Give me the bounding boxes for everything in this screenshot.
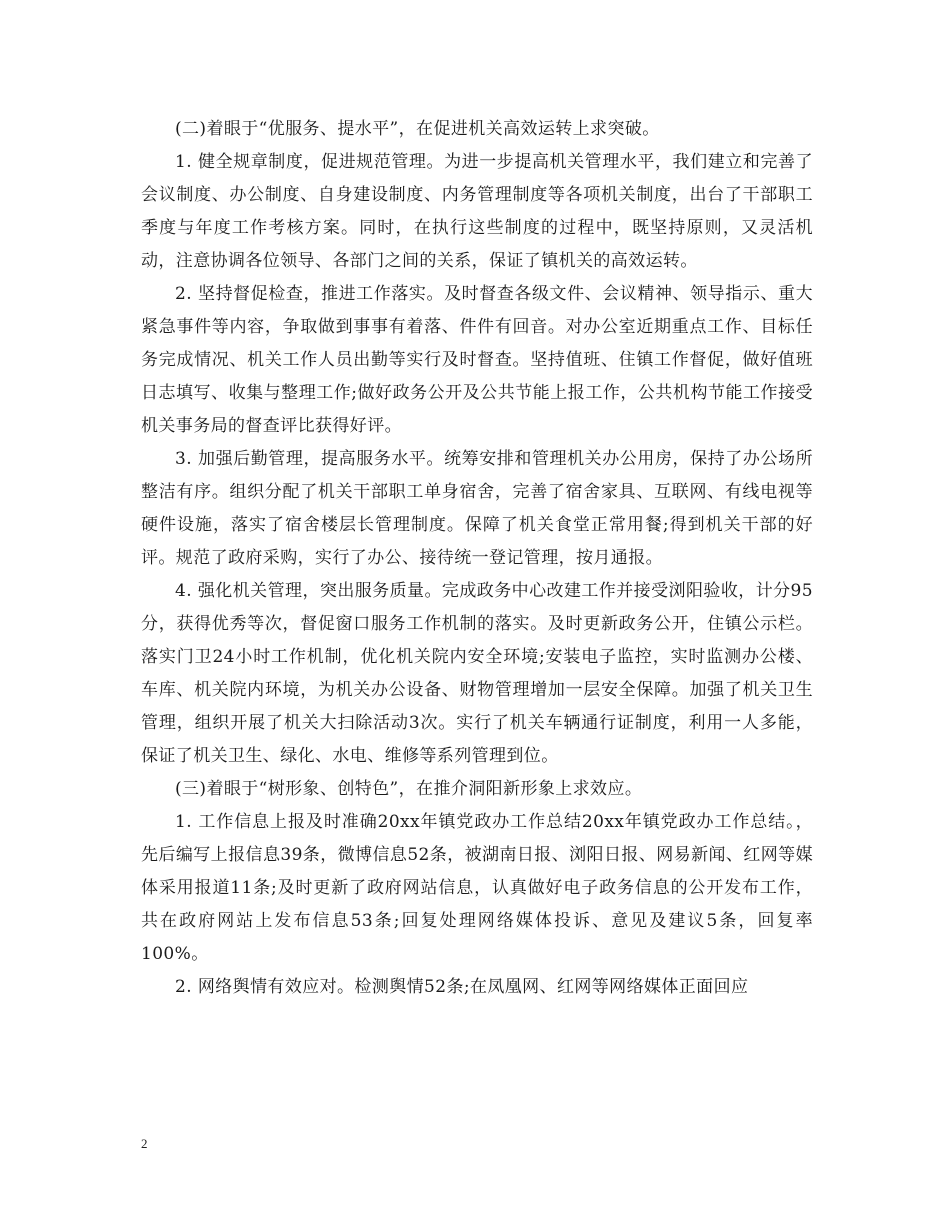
paragraph-public-opinion: 2. 网络舆情有效应对。检测舆情52条;在凤凰网、红网等网络媒体正面回应 xyxy=(175,977,749,997)
paragraph-rules-system: 1. 健全规章制度，促进规范管理。为进一步提高机关管理水平，我们建立和完善了会议制度、办公制度、自身建设制度、内务管理制度等各项机关制度，出台了干部职工季度与年度工作考核方案。同时，在执行这些制度的过程中，既坚持原则，又灵活机动，注意协调各位领导、各部门之间的关系，保证了镇机关的高效运转。 xyxy=(141,152,813,271)
paragraph-information-reporting: 1. 工作信息上报及时准确20xx年镇党政办工作总结20xx年镇党政办工作总结。，先后编写上报信息39条，微博信息52条，被湖南日报、浏阳日报、网易新闻、红网等媒体采用报道11条;及时更新了政府网站信息，认真做好电子政务信息的公开发布工作，共在政府网站上发布信息53条;回复处理网络媒体投诉、意见及建议5条，回复率100%。 xyxy=(141,812,813,964)
document-body xyxy=(141,113,813,1004)
paragraph-office-management: 4. 强化机关管理，突出服务质量。完成政务中心改建工作并接受浏阳验收，计分95分，获得优秀等次，督促窗口服务工作机制的落实。及时更新政务公开，住镇公示栏。落实门卫24小时工作机制，优化机关院内安全环境;安装电子监控，实时监测办公楼、车库、机关院内环境，为机关办公设备、财物管理增加一层安全保障。加强了机关卫生管理，组织开展了机关大扫除活动3次。实行了机关车辆通行证制度，利用一人多能，保证了机关卫生、绿化、水电、维修等系列管理到位。 xyxy=(141,581,813,766)
page-number: 2 xyxy=(141,1136,148,1151)
paragraph-logistics: 3. 加强后勤管理，提高服务水平。统筹安排和管理机关办公用房，保持了办公场所整洁有序。组织分配了机关干部职工单身宿舍，完善了宿舍家具、互联网、有线电视等硬件设施，落实了宿舍楼层长管理制度。保障了机关食堂正常用餐;得到机关干部的好评。规范了政府采购，实行了办公、接待统一登记管理，按月通报。 xyxy=(141,449,813,568)
paragraph-supervision: 2. 坚持督促检查，推进工作落实。及时督查各级文件、会议精神、领导指示、重大紧急事件等内容，争取做到事事有着落、件件有回音。对办公室近期重点工作、目标任务完成情况、机关工作人员出勤等实行及时督查。坚持值班、住镇工作督促，做好值班日志填写、收集与整理工作;做好政务公开及公共节能上报工作，公共机构节能工作接受机关事务局的督查评比获得好评。 xyxy=(141,284,813,436)
section-heading-3: (三)着眼于“树形象、创特色”，在推介洞阳新形象上求效应。 xyxy=(175,779,643,799)
section-heading-2: (二)着眼于“优服务、提水平”，在促进机关高效运转上求突破。 xyxy=(175,119,660,139)
